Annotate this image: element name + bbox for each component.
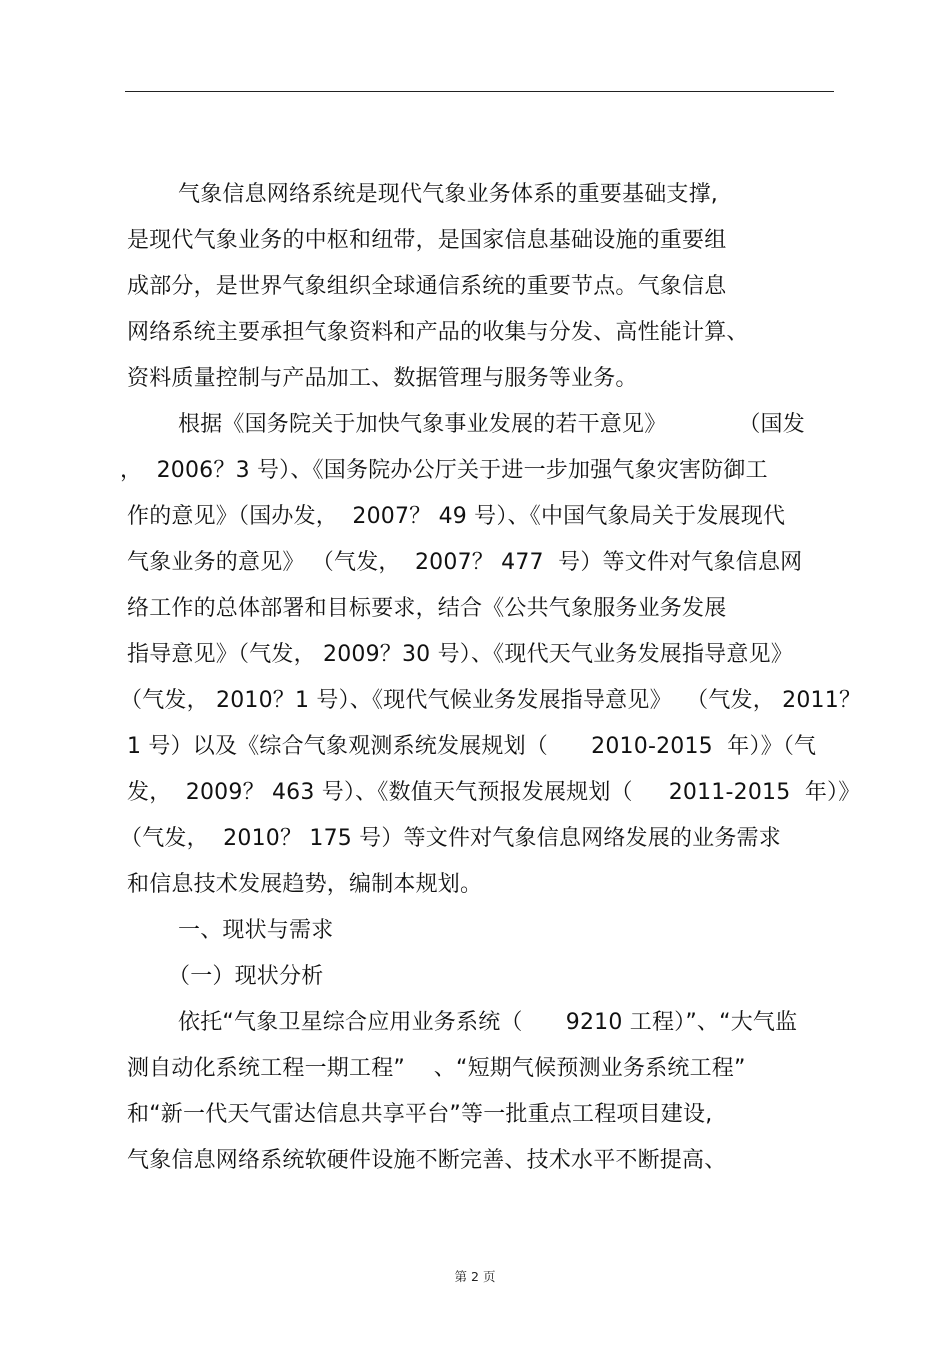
text-line: 和“新一代天气雷达信息共享平台”等一批重点工程项目建设, <box>127 1102 713 1127</box>
text-line: 测自动化系统工程一期工程” 、“短期气候预测业务系统工程” <box>127 1056 746 1081</box>
text-line: 指导意见》（气发， 2009？30 号）、《现代天气业务发展指导意见》 <box>127 642 793 667</box>
text-line: 气象信息网络系统软硬件设施不断完善、技术水平不断提高、 <box>127 1148 727 1173</box>
text-line: 资料质量控制与产品加工、数据管理与服务等业务。 <box>127 366 638 391</box>
text-line: 气象业务的意见》 （气发， 2007？ 477 号）等文件对气象信息网 <box>127 550 803 575</box>
text-line: 网络系统主要承担气象资料和产品的收集与分发、高性能计算、 <box>127 320 749 345</box>
page-number: 第 2 页 <box>454 1269 496 1284</box>
text-line: 和信息技术发展趋势，编制本规划。 <box>127 872 483 897</box>
text-line: 根据《国务院关于加快气象事业发展的若干意见》 （国发 <box>178 412 805 437</box>
text-line: （气发， 2010？1 号）、《现代气候业务发展指导意见》 （气发， 2011？ <box>120 688 862 713</box>
text-line: 1 号）以及《综合气象观测系统发展规划（ 2010-2015 年）》（气 <box>127 734 817 759</box>
text-line: （气发， 2010？ 175 号）等文件对气象信息网络发展的业务需求 <box>120 826 781 851</box>
text-line: 作的意见》（国办发， 2007？ 49 号）、《中国气象局关于发展现代 <box>127 504 786 529</box>
header-rule <box>125 91 834 92</box>
text-line: 发， 2009？ 463 号）、《数值天气预报发展规划（ 2011-2015 年）》 <box>127 780 861 805</box>
text-line: 是现代气象业务的中枢和纽带，是国家信息基础设施的重要组 <box>127 228 727 253</box>
section-heading: 一、现状与需求 <box>178 918 334 943</box>
text-line: 络工作的总体部署和目标要求，结合《公共气象服务业务发展 <box>127 596 727 621</box>
text-line: 气象信息网络系统是现代气象业务体系的重要基础支撑, <box>178 182 718 207</box>
text-line: 依托“气象卫星综合应用业务系统（ 9210 工程）”、“大气监 <box>178 1010 798 1035</box>
text-line: ， 2006？3 号）、《国务院办公厅关于进一步加强气象灾害防御工 <box>120 458 768 483</box>
subsection-heading: （一）现状分析 <box>168 964 324 989</box>
text-line: 成部分，是世界气象组织全球通信系统的重要节点。气象信息 <box>127 274 727 299</box>
